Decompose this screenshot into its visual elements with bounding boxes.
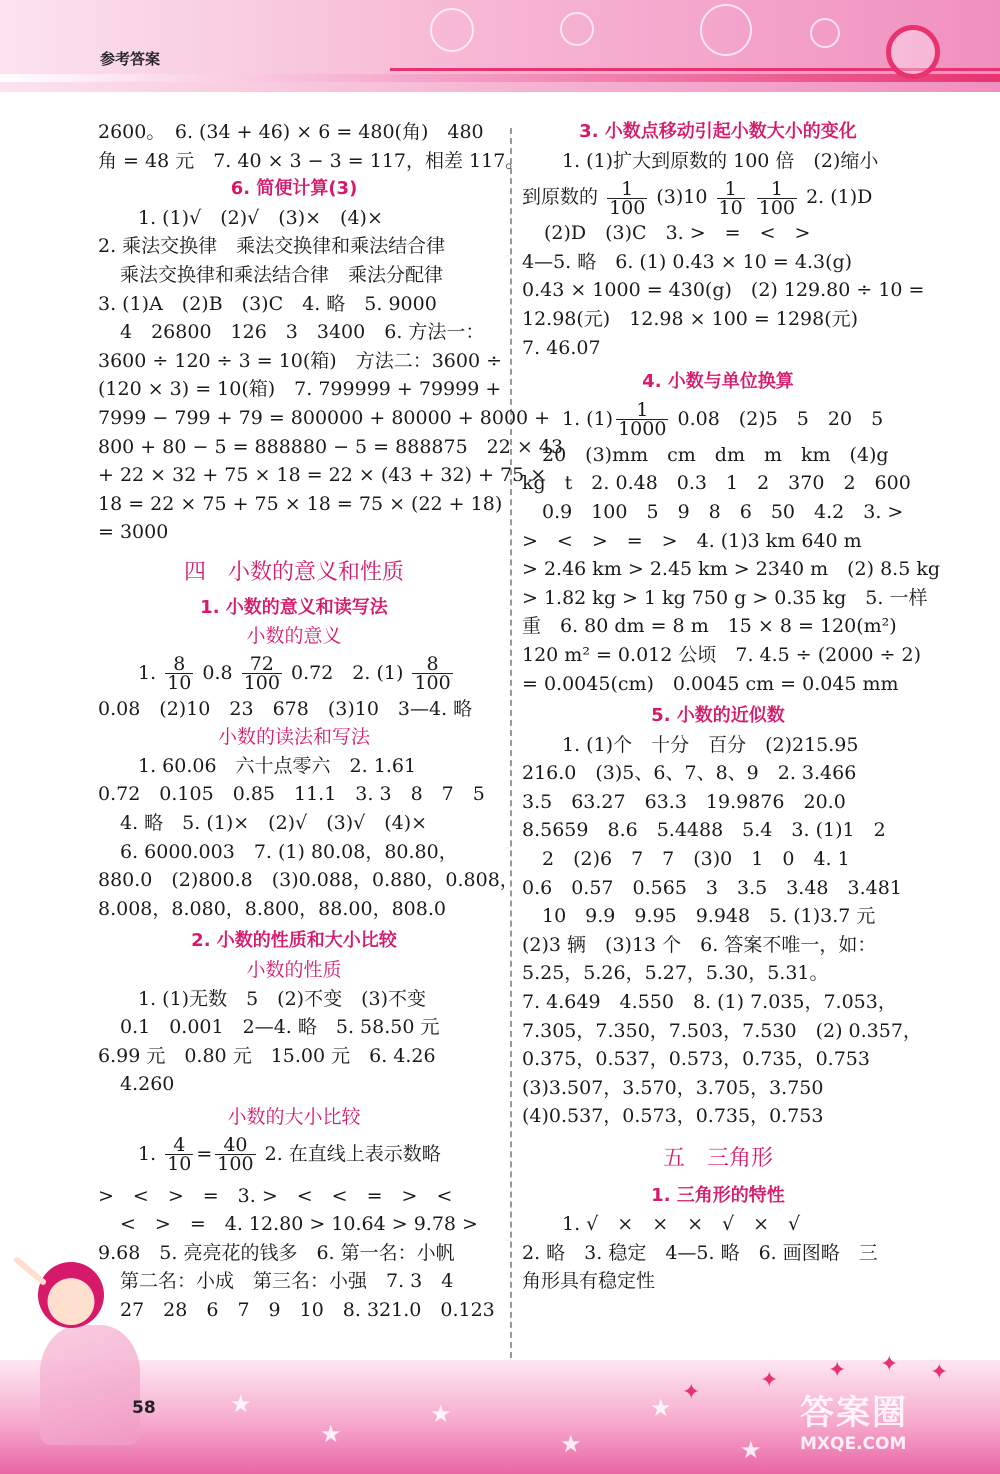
text-segment: 0.72 2. (1) bbox=[291, 661, 404, 684]
fraction bbox=[242, 653, 282, 695]
subsection-title: 小数的意义 bbox=[246, 625, 342, 648]
text-line: (120 × 3) = 10(箱) 7. 799999 + 79999 + bbox=[98, 378, 502, 401]
watermark-logo-text: 答案圈 bbox=[800, 1393, 908, 1433]
subsection-title: 小数的大小比较 bbox=[227, 1106, 361, 1128]
text-line-with-fractions bbox=[98, 651, 490, 695]
denominator: 10 bbox=[167, 1153, 192, 1176]
denominator: 100 bbox=[758, 196, 796, 219]
text-segment: 2. (1)D bbox=[806, 186, 873, 209]
text-line: 4 26800 126 3 3400 6. 方法一： bbox=[120, 321, 485, 344]
denominator: 1000 bbox=[618, 418, 667, 441]
page-number: 58 bbox=[132, 1398, 156, 1418]
text-line: 3600 ÷ 120 ÷ 3 = 10(箱) 方法二：3600 ÷ bbox=[98, 349, 503, 372]
column-divider bbox=[510, 128, 512, 1358]
ring-icon bbox=[886, 25, 940, 79]
text-line: 2600。 6. (34 + 46) × 6 = 480(角) 480 bbox=[98, 121, 484, 143]
text-line: > < > = > 4. (1)3 km 640 m bbox=[522, 529, 862, 552]
text-line: 27 28 6 7 9 10 8. 321.0 0.123 bbox=[120, 1298, 495, 1321]
text-segment: 2. 在直线上表示数略 bbox=[264, 1142, 441, 1165]
text-line: 6. 6000.003 7. (1) 80.08，80.80， bbox=[120, 840, 458, 863]
text-line: 7. 4.649 4.550 8. (1) 7.035，7.053， bbox=[522, 991, 897, 1014]
star-icon: ★ bbox=[230, 1390, 252, 1418]
girl-illustration-arm bbox=[13, 1256, 47, 1286]
text-line: 4. 略 5. (1)× (2)√ (3)√ (4)× bbox=[120, 812, 428, 835]
section-title: 4. 小数与单位换算 bbox=[642, 371, 794, 393]
text-line: (2)D (3)C 3. > = < > bbox=[544, 222, 811, 245]
text-line: 0.72 0.105 0.85 11.1 3. 3 8 7 5 bbox=[98, 783, 485, 806]
numerator: 1 bbox=[607, 180, 647, 199]
denominator: 100 bbox=[414, 672, 451, 695]
subsection-title: 小数的性质 bbox=[246, 959, 342, 982]
fraction bbox=[757, 177, 797, 219]
bird-icon: ✦ bbox=[880, 1352, 899, 1377]
text-line: 9.68 5. 亮亮花的钱多 6. 第一名：小帆 bbox=[98, 1241, 455, 1264]
numerator: 1 bbox=[757, 180, 797, 199]
text-line: 7.305，7.350，7.503，7.530 (2) 0.357， bbox=[522, 1019, 922, 1042]
denominator: 100 bbox=[217, 1153, 254, 1176]
fraction bbox=[717, 177, 745, 219]
bubble-decoration bbox=[810, 18, 840, 48]
bird-icon: ✦ bbox=[930, 1360, 949, 1385]
section-title: 1. 小数的意义和读写法 bbox=[200, 596, 388, 618]
bird-icon: ✦ bbox=[682, 1380, 701, 1405]
numerator: 40 bbox=[215, 1136, 255, 1155]
section-title: 6. 简便计算(3) bbox=[230, 178, 358, 200]
text-segment: (3)10 bbox=[656, 186, 708, 209]
text-line: 6.99 元 0.80 元 15.00 元 6. 4.26 bbox=[98, 1044, 436, 1067]
star-icon: ★ bbox=[430, 1400, 452, 1428]
text-line: 12.98(元) 12.98 × 100 = 1298(元) bbox=[522, 307, 859, 330]
star-icon: ★ bbox=[740, 1436, 762, 1464]
star-icon: ★ bbox=[320, 1420, 342, 1448]
denominator: 10 bbox=[718, 196, 743, 219]
text-line: 7999 − 799 + 79 = 800000 + 80000 + 8000 + bbox=[98, 406, 551, 429]
text-segment: 0.8 bbox=[202, 661, 233, 684]
denominator: 100 bbox=[243, 672, 280, 695]
text-line: (3)3.507，3.570，3.705，3.750 bbox=[522, 1076, 824, 1099]
fraction bbox=[215, 1134, 255, 1176]
text-line: 20 (3)mm cm dm m km (4)g bbox=[542, 443, 889, 466]
text-line: = 3000 bbox=[98, 521, 169, 544]
text-segment: 1. bbox=[138, 661, 157, 684]
text-line: 2. 略 3. 稳定 4—5. 略 6. 画图略 三 bbox=[522, 1241, 878, 1264]
text-line: < > = 4. 12.80 > 10.64 > 9.78 > bbox=[120, 1213, 478, 1236]
text-line: 120 m² = 0.012 公顷 7. 4.5 ÷ (2000 ÷ 2) bbox=[522, 643, 922, 666]
numerator: 8 bbox=[412, 655, 452, 674]
numerator: 1 bbox=[717, 180, 745, 199]
text-segment: 1. (1) bbox=[562, 407, 614, 430]
text-line-with-fractions bbox=[522, 175, 914, 219]
header-bar bbox=[0, 74, 1000, 82]
chapter-title: 四 小数的意义和性质 bbox=[183, 559, 404, 585]
bubble-decoration bbox=[700, 4, 752, 56]
star-icon: ★ bbox=[560, 1430, 582, 1458]
text-line: 第二名：小成 第三名：小强 7. 3 4 bbox=[120, 1270, 454, 1293]
text-line: 1. (1)无数 5 (2)不变 (3)不变 bbox=[138, 987, 426, 1010]
section-title: 2. 小数的性质和大小比较 bbox=[191, 930, 397, 952]
numerator: 4 bbox=[165, 1136, 193, 1155]
equals-sign: = bbox=[196, 1142, 213, 1165]
fraction bbox=[607, 177, 647, 219]
denominator: 10 bbox=[167, 672, 192, 695]
text-line: 乘法交换律和乘法结合律 乘法分配律 bbox=[120, 263, 444, 286]
text-line: 重 6. 80 dm = 8 m 15 × 8 = 120(m²) bbox=[522, 615, 897, 638]
text-line: 1. (1)个 十分 百分 (2)215.95 bbox=[562, 733, 859, 756]
text-line: 3.5 63.27 63.3 19.9876 20.0 bbox=[522, 790, 846, 813]
text-line: (4)0.537，0.573，0.735，0.753 bbox=[522, 1105, 824, 1128]
bird-icon: ✦ bbox=[828, 1358, 847, 1383]
text-line: 18 = 22 × 75 + 75 × 18 = 75 × (22 + 18) bbox=[98, 492, 503, 515]
denominator: 100 bbox=[609, 196, 646, 219]
text-line: 0.375，0.537，0.573，0.735，0.753 bbox=[522, 1048, 870, 1071]
text-line: 8.008，8.080，8.800，88.00，808.0 bbox=[98, 897, 446, 920]
text-line: 角形具有稳定性 bbox=[522, 1270, 656, 1293]
text-line: 1. 60.06 六十点零六 2. 1.61 bbox=[138, 754, 417, 777]
text-line: 800 + 80 − 5 = 888880 − 5 = 888875 22 × 43 bbox=[98, 435, 564, 458]
girl-illustration-head bbox=[38, 1262, 104, 1328]
text-line: 4.260 bbox=[120, 1073, 175, 1096]
text-line: 角 = 48 元 7. 40 × 3 − 3 = 117，相差 117。 bbox=[98, 149, 525, 172]
watermark bbox=[800, 1385, 985, 1465]
text-line: 1. (1)扩大到原数的 100 倍 (2)缩小 bbox=[562, 149, 879, 172]
text-line: 0.6 0.57 0.565 3 3.5 3.48 3.481 bbox=[522, 876, 902, 899]
text-line: kg t 2. 0.48 0.3 1 2 370 2 600 bbox=[522, 472, 911, 495]
text-line: + 22 × 32 + 75 × 18 = 22 × (43 + 32) + 75 × bbox=[98, 464, 547, 487]
text-line-with-fractions bbox=[522, 397, 914, 441]
star-icon: ★ bbox=[650, 1394, 672, 1422]
text-segment: 1. bbox=[138, 1142, 157, 1165]
text-line: 0.1 0.001 2—4. 略 5. 58.50 元 bbox=[120, 1016, 440, 1039]
bird-icon: ✦ bbox=[760, 1368, 779, 1393]
text-line: 2 (2)6 7 7 (3)0 1 0 4. 1 bbox=[542, 848, 850, 871]
text-line: = 0.0045(cm) 0.0045 cm = 0.045 mm bbox=[522, 672, 899, 695]
text-line: (2)3 辆 (3)13 个 6. 答案不唯一，如： bbox=[522, 933, 877, 956]
fraction bbox=[165, 653, 193, 695]
bubble-decoration bbox=[560, 12, 594, 46]
text-line: 216.0 (3)5、6、7、8、9 2. 3.466 bbox=[522, 762, 857, 785]
chapter-title: 五 三角形 bbox=[662, 1146, 773, 1171]
text-line: 880.0 (2)800.8 (3)0.088，0.880，0.808， bbox=[98, 869, 519, 892]
text-line: 0.08 (2)10 23 678 (3)10 3—4. 略 bbox=[98, 697, 473, 720]
subsection-title: 小数的读法和写法 bbox=[217, 726, 370, 749]
text-line: 3. (1)A (2)B (3)C 4. 略 5. 9000 bbox=[98, 292, 437, 315]
text-line: 8.5659 8.6 5.4488 5.4 3. (1)1 2 bbox=[522, 819, 886, 842]
bubble-decoration bbox=[430, 8, 474, 52]
text-line: > 1.82 kg > 1 kg 750 g > 0.35 kg 5. 一样 bbox=[522, 586, 928, 609]
watermark-url: MXQE.COM bbox=[800, 1434, 907, 1454]
numerator: 72 bbox=[242, 655, 282, 674]
text-line: 4—5. 略 6. (1) 0.43 × 10 = 4.3(g) bbox=[522, 250, 853, 273]
text-line: > 2.46 km > 2.45 km > 2340 m (2) 8.5 kg bbox=[522, 558, 941, 581]
section-title: 3. 小数点移动引起小数大小的变化 bbox=[579, 121, 857, 142]
text-line: 2. 乘法交换律 乘法交换律和乘法结合律 bbox=[98, 235, 446, 258]
text-segment: 到原数的 bbox=[522, 186, 599, 209]
fraction bbox=[412, 653, 452, 695]
text-line-with-fractions bbox=[98, 1132, 490, 1176]
text-line: 0.43 × 1000 = 430(g) (2) 129.80 ÷ 10 = bbox=[522, 279, 925, 302]
right-column bbox=[522, 118, 941, 1296]
section-title: 1. 三角形的特性 bbox=[651, 1184, 785, 1206]
text-line: 7. 46.07 bbox=[522, 336, 601, 359]
numerator: 1 bbox=[616, 401, 668, 420]
text-line: 1. (1)√ (2)√ (3)× (4)× bbox=[138, 206, 383, 229]
text-line: > < > = 3. > < < = > < bbox=[98, 1184, 453, 1207]
fraction bbox=[616, 399, 668, 441]
text-line: 10 9.9 9.95 9.948 5. (1)3.7 元 bbox=[542, 905, 876, 928]
numerator: 8 bbox=[165, 655, 193, 674]
text-line: 0.9 100 5 9 8 6 50 4.2 3. > bbox=[542, 500, 904, 523]
header-label: 参考答案 bbox=[100, 50, 161, 68]
section-title: 5. 小数的近似数 bbox=[651, 705, 785, 727]
fraction bbox=[165, 1134, 193, 1176]
text-line: 1. √ × × × √ × √ bbox=[562, 1213, 801, 1236]
text-line: 5.25，5.26，5.27，5.30，5.31。 bbox=[522, 962, 829, 985]
text-segment: 0.08 (2)5 5 20 5 bbox=[677, 407, 884, 430]
girl-illustration-body bbox=[40, 1325, 140, 1445]
